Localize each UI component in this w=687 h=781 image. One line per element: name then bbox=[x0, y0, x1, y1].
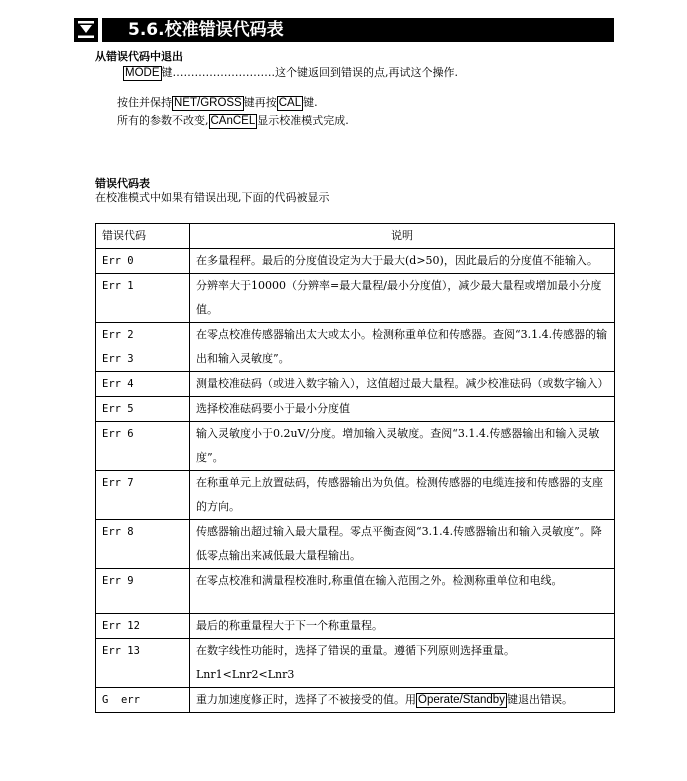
table-row bbox=[96, 471, 615, 520]
hold-prefix: 按住并保持 bbox=[117, 96, 172, 109]
mode-key: MODE bbox=[125, 67, 160, 79]
error-desc: 在多量程秤。最后的分度值设定为大于最大(d>50)，因此最后的分度值不能输入。 bbox=[190, 249, 615, 274]
error-desc: 选择校准砝码要小于最小分度值 bbox=[190, 397, 615, 422]
section-header bbox=[74, 18, 614, 42]
table-row bbox=[96, 569, 615, 614]
table-row bbox=[96, 614, 615, 639]
table-row bbox=[96, 520, 615, 569]
mode-text: 键……………………….这个键返回到错误的点,再试这个操作. bbox=[161, 66, 458, 79]
hold-suffix: 键. bbox=[303, 96, 318, 109]
error-desc: 最后的称重量程大于下一个称重量程。 bbox=[190, 614, 615, 639]
table-row bbox=[96, 397, 615, 422]
error-code: G err bbox=[96, 688, 190, 713]
cancel-line bbox=[117, 114, 349, 129]
table-row bbox=[96, 372, 615, 397]
error-desc: 在零点校准和满量程校准时,称重值在输入范围之外。检测称重单位和电线。 bbox=[190, 569, 615, 614]
table-row bbox=[96, 688, 615, 713]
net-gross-key: NET/GROSS bbox=[174, 97, 242, 109]
error-code: Err 7 bbox=[96, 471, 190, 520]
error-code: Err 13 bbox=[96, 639, 190, 688]
error-code: Err 9 bbox=[96, 569, 190, 614]
error-desc bbox=[190, 688, 615, 713]
error-code: Err 2 Err 3 bbox=[96, 323, 190, 372]
table-row bbox=[96, 639, 615, 688]
mode-line bbox=[123, 66, 458, 81]
error-code: Err 5 bbox=[96, 397, 190, 422]
exit-heading: 从错误代码中退出 bbox=[95, 50, 183, 63]
error-desc-suffix: 键退出错误。 bbox=[506, 693, 573, 706]
section-title: 5.6.校准错误代码表 bbox=[102, 18, 614, 42]
arrow-down-icon bbox=[74, 18, 98, 42]
col-header-code: 错误代码 bbox=[96, 224, 190, 249]
error-desc: 输入灵敏度小于0.2uV/分度。增加输入灵敏度。查阅“3.1.4.传感器输出和输入灵敏度”。 bbox=[190, 422, 615, 471]
operate-standby-key: Operate/Standby bbox=[418, 694, 505, 706]
hold-mid: 键再按 bbox=[243, 96, 277, 109]
error-desc-prefix: 重力加速度修正时，选择了不被接受的值。用 bbox=[196, 693, 416, 706]
error-code-table bbox=[95, 223, 615, 713]
table-row bbox=[96, 249, 615, 274]
hold-line bbox=[117, 96, 318, 111]
cancel-key: CAnCEL bbox=[210, 115, 256, 127]
table-header-row bbox=[96, 224, 615, 249]
cancel-suffix: 显示校准模式完成. bbox=[257, 114, 349, 127]
error-code: Err 6 bbox=[96, 422, 190, 471]
table-row bbox=[96, 323, 615, 372]
table-row bbox=[96, 274, 615, 323]
error-desc: 在数字线性功能时，选择了错误的重量。遵循下列原则选择重量。Lnr1<Lnr2<Lnr3 bbox=[190, 639, 615, 688]
error-desc: 在零点校准传感器输出太大或太小。检测称重单位和传感器。查阅“3.1.4.传感器的输出和输入灵敏度”。 bbox=[190, 323, 615, 372]
error-desc: 传感器输出超过输入最大量程。零点平衡查阅“3.1.4.传感器输出和输入灵敏度”。降低零点输出来减低最大量程输出。 bbox=[190, 520, 615, 569]
error-code: Err 8 bbox=[96, 520, 190, 569]
table-row bbox=[96, 422, 615, 471]
error-code: Err 4 bbox=[96, 372, 190, 397]
error-code: Err 12 bbox=[96, 614, 190, 639]
cancel-prefix: 所有的参数不改变, bbox=[117, 114, 209, 127]
error-code: Err 1 bbox=[96, 274, 190, 323]
codes-heading: 错误代码表 bbox=[95, 177, 150, 190]
col-header-desc: 说明 bbox=[190, 224, 615, 249]
error-desc: 分辨率大于10000（分辨率=最大量程/最小分度值），减少最大量程或增加最小分度值。 bbox=[190, 274, 615, 323]
error-desc: 测量校准砝码（或进入数字输入），这值超过最大量程。减少校准砝码（或数字输入） bbox=[190, 372, 615, 397]
error-code: Err 0 bbox=[96, 249, 190, 274]
codes-subtitle: 在校准模式中如果有错误出现,下面的代码被显示 bbox=[95, 191, 330, 204]
error-desc: 在称重单元上放置砝码，传感器输出为负值。检测传感器的电缆连接和传感器的支座的方向。 bbox=[190, 471, 615, 520]
cal-key: CAL bbox=[278, 97, 302, 109]
